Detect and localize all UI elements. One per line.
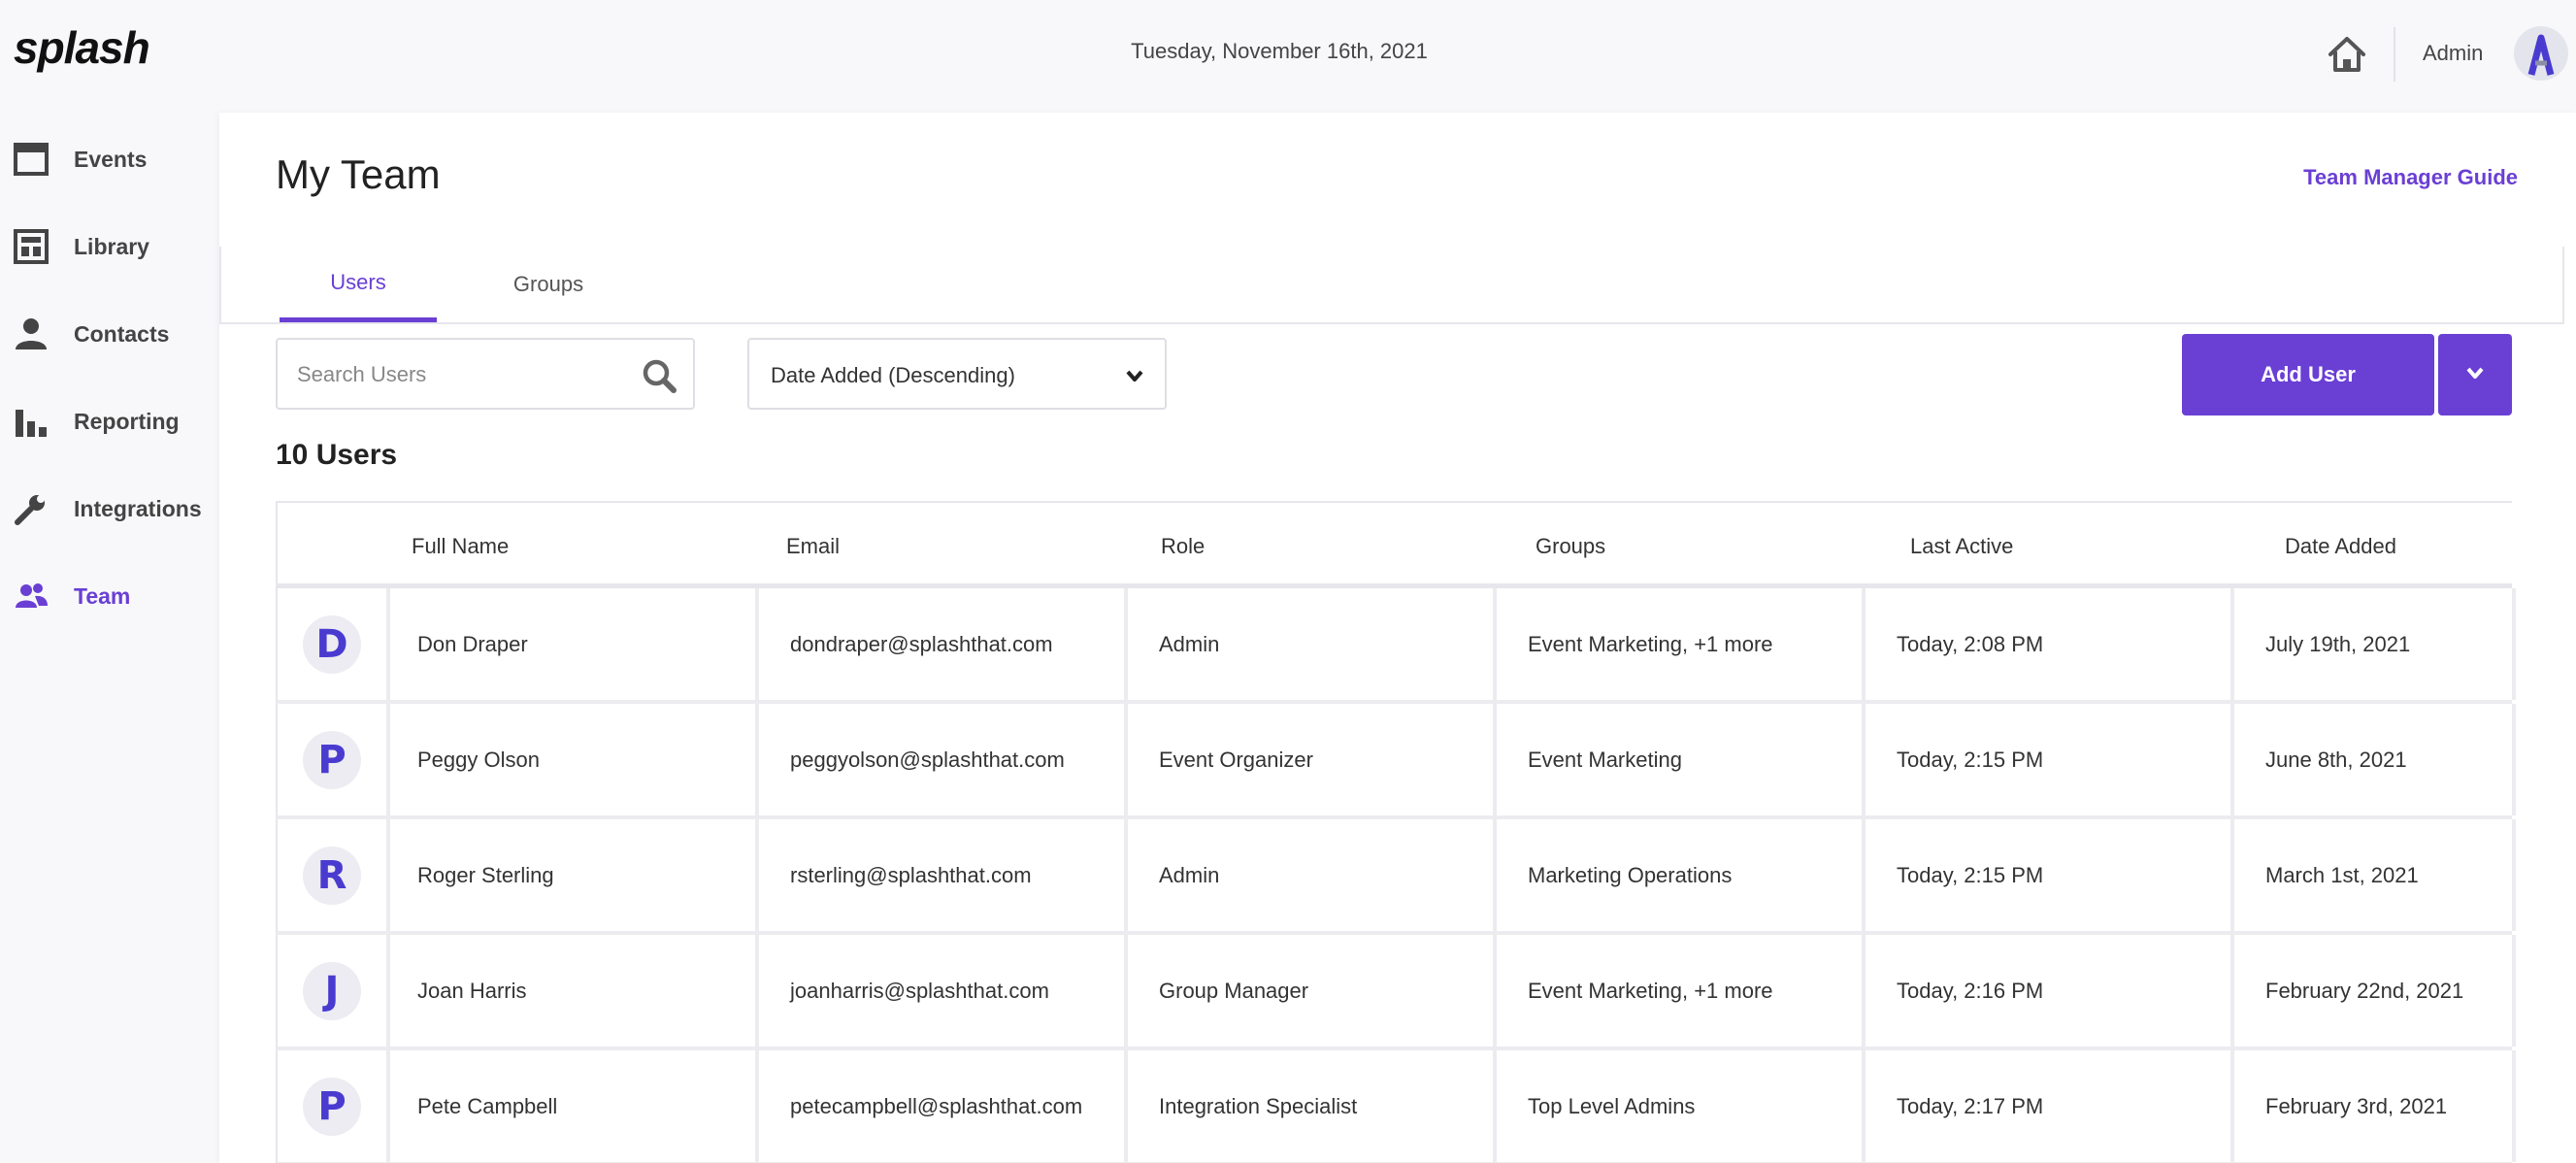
sidebar-item-label: Team — [74, 582, 131, 609]
sidebar-item-reporting[interactable] — [0, 382, 219, 460]
tab-groups[interactable]: Groups — [512, 272, 584, 296]
column-header-date-added[interactable]: Date Added — [2285, 534, 2396, 558]
table-row[interactable] — [276, 935, 2512, 1050]
user-date-added: July 19th, 2021 — [2234, 588, 2516, 700]
user-last-active: Today, 2:15 PM — [1866, 704, 2234, 815]
sidebar-item-library[interactable] — [0, 208, 219, 285]
avatar[interactable] — [303, 847, 361, 905]
user-full-name: Roger Sterling — [390, 819, 759, 931]
user-groups: Event Marketing, +1 more — [1497, 588, 1866, 700]
search-input[interactable] — [297, 355, 627, 394]
avatar-initial: R — [316, 852, 347, 898]
chevron-down-icon — [2466, 364, 2484, 386]
sidebar-nav — [0, 109, 219, 1163]
splash-logo[interactable]: splash — [14, 22, 149, 73]
avatar-initial: D — [315, 621, 348, 667]
avatar-initial: P — [317, 1083, 347, 1129]
team-icon — [12, 577, 50, 615]
avatar[interactable] — [303, 615, 361, 674]
user-full-name: Pete Campbell — [390, 1050, 759, 1162]
user-email: peggyolson@splashthat.com — [759, 704, 1128, 815]
user-date-added: June 8th, 2021 — [2234, 704, 2516, 815]
search-box — [276, 338, 695, 410]
user-role: Admin — [1128, 819, 1497, 931]
tab-users[interactable]: Users — [280, 247, 437, 322]
avatar-cell — [278, 588, 390, 700]
avatar[interactable] — [303, 1078, 361, 1136]
user-avatar[interactable] — [2514, 26, 2568, 81]
table-header — [276, 501, 2512, 588]
table-row[interactable] — [276, 1050, 2512, 1163]
sort-dropdown[interactable] — [747, 338, 1167, 410]
user-groups: Event Marketing — [1497, 704, 1866, 815]
user-name[interactable]: Admin — [2423, 41, 2484, 65]
user-email: joanharris@splashthat.com — [759, 935, 1128, 1047]
user-role: Admin — [1128, 588, 1497, 700]
user-role: Event Organizer — [1128, 704, 1497, 815]
sidebar-item-events[interactable] — [0, 120, 219, 198]
add-user-button[interactable]: Add User — [2182, 334, 2434, 415]
column-header-last-active[interactable]: Last Active — [1910, 534, 2014, 558]
user-full-name: Don Draper — [390, 588, 759, 700]
column-header-email[interactable]: Email — [786, 534, 841, 558]
avatar-cell — [278, 704, 390, 815]
column-header-groups[interactable]: Groups — [1536, 534, 1606, 558]
add-user-menu-button[interactable] — [2438, 334, 2512, 415]
sidebar-item-integrations[interactable] — [0, 470, 219, 548]
wrench-icon — [12, 489, 50, 528]
user-email: dondraper@splashthat.com — [759, 588, 1128, 700]
home-icon[interactable] — [2326, 33, 2368, 76]
user-date-added: February 3rd, 2021 — [2234, 1050, 2516, 1162]
sidebar-item-label: Reporting — [74, 408, 180, 434]
person-icon — [12, 315, 50, 353]
main-panel — [219, 113, 2576, 1163]
user-full-name: Peggy Olson — [390, 704, 759, 815]
avatar-cell — [278, 1050, 390, 1162]
user-date-added: February 22nd, 2021 — [2234, 935, 2516, 1047]
user-role: Group Manager — [1128, 935, 1497, 1047]
sidebar-item-label: Library — [74, 233, 149, 259]
header-divider — [2394, 27, 2395, 82]
user-last-active: Today, 2:16 PM — [1866, 935, 2234, 1047]
top-bar — [0, 0, 2576, 109]
calendar-icon — [12, 140, 50, 179]
table-row[interactable] — [276, 704, 2512, 819]
column-header-full-name[interactable]: Full Name — [412, 534, 510, 558]
sidebar-item-label: Events — [74, 146, 148, 172]
tab-bar — [219, 247, 2564, 324]
table-body — [276, 588, 2512, 1163]
sidebar-item-label: Contacts — [74, 320, 170, 347]
team-manager-guide-link[interactable]: Team Manager Guide — [2303, 165, 2518, 189]
user-email: rsterling@splashthat.com — [759, 819, 1128, 931]
avatar-initial: J — [324, 968, 340, 1013]
chevron-down-icon — [1126, 367, 1143, 384]
current-date: Tuesday, November 16th, 2021 — [1131, 39, 1428, 63]
table-row[interactable] — [276, 819, 2512, 935]
column-header-role[interactable]: Role — [1161, 534, 1205, 558]
user-full-name: Joan Harris — [390, 935, 759, 1047]
avatar-cell — [278, 935, 390, 1047]
avatar[interactable] — [303, 731, 361, 789]
user-email: petecampbell@splashthat.com — [759, 1050, 1128, 1162]
user-groups: Event Marketing, +1 more — [1497, 935, 1866, 1047]
sidebar-item-contacts[interactable] — [0, 295, 219, 373]
user-groups: Marketing Operations — [1497, 819, 1866, 931]
avatar[interactable] — [303, 962, 361, 1020]
avatar-cell — [278, 819, 390, 931]
sort-selected-value: Date Added (Descending) — [771, 363, 1015, 387]
user-last-active: Today, 2:08 PM — [1866, 588, 2234, 700]
user-groups: Top Level Admins — [1497, 1050, 1866, 1162]
sidebar-item-team[interactable] — [0, 557, 219, 635]
sidebar-item-label: Integrations — [74, 495, 202, 521]
table-row[interactable] — [276, 588, 2512, 704]
users-table — [276, 501, 2512, 1163]
user-count: 10 Users — [276, 439, 398, 471]
library-icon — [12, 227, 50, 266]
page-title: My Team — [276, 151, 441, 197]
search-icon[interactable] — [641, 357, 677, 394]
user-role: Integration Specialist — [1128, 1050, 1497, 1162]
user-last-active: Today, 2:17 PM — [1866, 1050, 2234, 1162]
bar-chart-icon — [12, 402, 50, 441]
user-last-active: Today, 2:15 PM — [1866, 819, 2234, 931]
user-date-added: March 1st, 2021 — [2234, 819, 2516, 931]
avatar-initial: P — [317, 737, 347, 782]
